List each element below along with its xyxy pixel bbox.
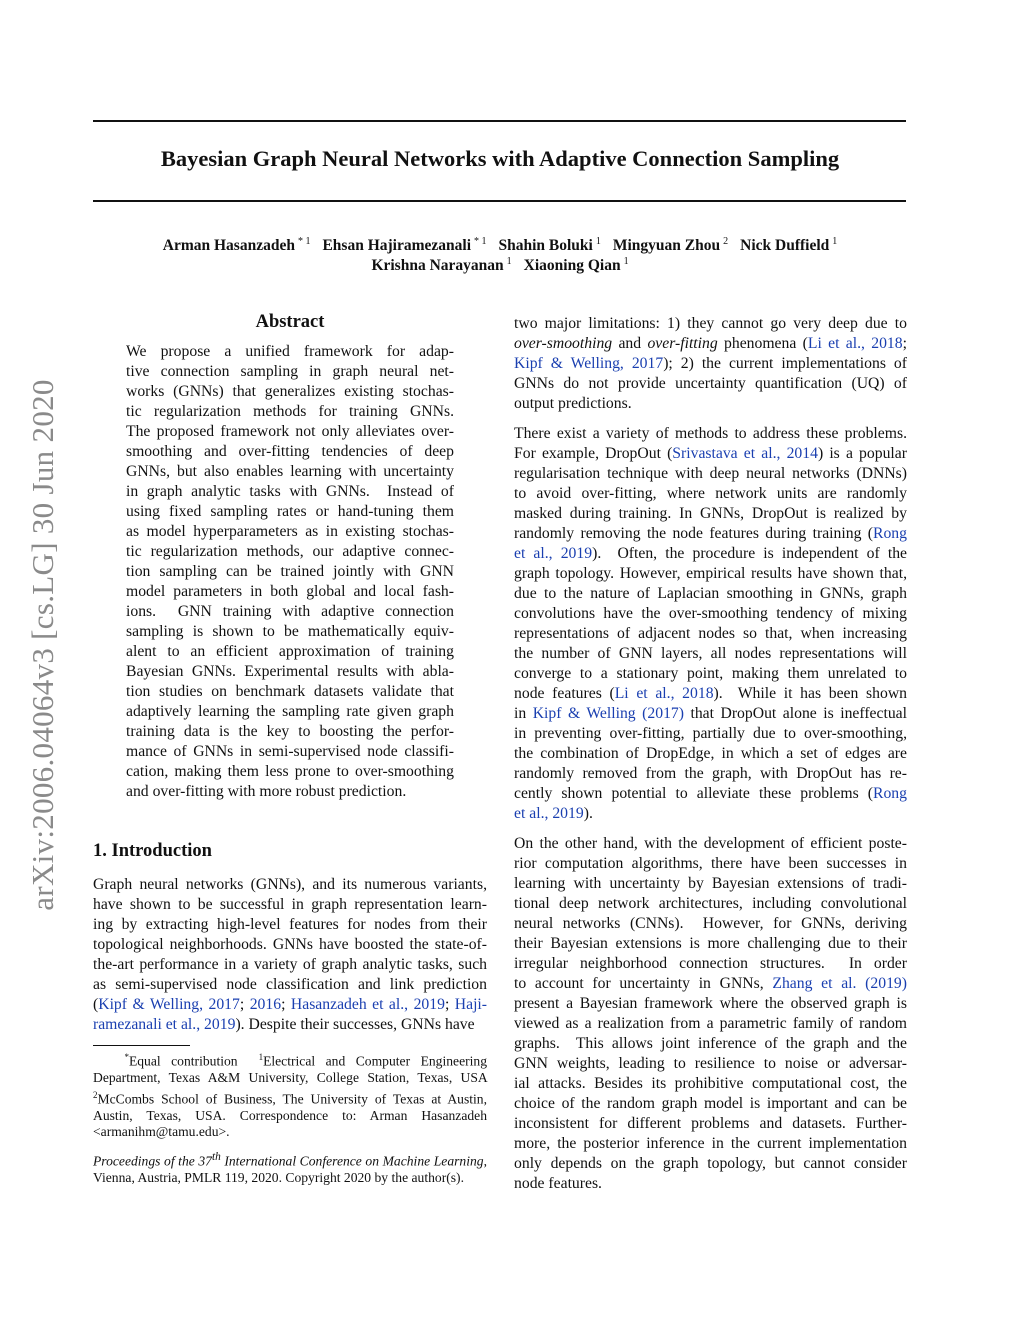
text-segment: rior computation algorithms, there have been successes in xyxy=(514,855,907,872)
text-segment: only depends on the graph topology, but cannot consider xyxy=(514,1155,907,1172)
text-line xyxy=(126,622,454,642)
citation-link[interactable]: et al., 2019 xyxy=(514,545,593,562)
title-bottom-rule xyxy=(93,200,906,202)
text-segment: ). Despite their successes, GNNs have xyxy=(235,1016,475,1033)
text-segment: graph topology. However, empirical results have shown that, xyxy=(514,565,907,582)
text-segment: tional deep network architectures, including convolutional xyxy=(514,895,907,912)
text-line xyxy=(93,975,487,995)
text-line xyxy=(126,682,454,702)
citation-link[interactable]: Kipf & Welling, 2017 xyxy=(514,355,664,372)
text-segment: randomly removed from the graph, with DropOut has re- xyxy=(514,765,907,782)
text-line xyxy=(514,1054,907,1074)
text-segment: tive connection sampling in graph neural net- xyxy=(126,363,454,380)
text-line xyxy=(93,955,487,975)
text-line xyxy=(514,424,907,444)
text-line xyxy=(126,722,454,742)
text-segment: ; xyxy=(902,335,907,352)
author xyxy=(740,237,837,254)
text-line xyxy=(126,602,454,622)
right-column-body xyxy=(514,314,907,1204)
text-line xyxy=(514,934,907,954)
text-segment: ; xyxy=(281,996,291,1013)
footnote-affiliation-2: McCombs School of Business, The University of Texas at Austin, Austin, Texas, USA. Correspondence to: Arman Hasanzadeh <armanihm@tamu.edu>. xyxy=(93,1091,487,1140)
text-segment: works (GNNs) that generalizes existing stochas- xyxy=(126,383,454,400)
abstract-heading: Abstract xyxy=(255,312,325,332)
text-line xyxy=(514,1034,907,1054)
text-line xyxy=(126,662,454,682)
text-line xyxy=(514,624,907,644)
text-segment: ; xyxy=(444,996,455,1013)
text-line xyxy=(514,644,907,664)
text-line xyxy=(514,804,907,824)
paper-title: Bayesian Graph Neural Networks with Adaptive Connection Sampling xyxy=(160,146,840,171)
text-line xyxy=(514,764,907,784)
text-line xyxy=(514,394,907,414)
text-line xyxy=(514,1094,907,1114)
footnote-mark: * xyxy=(124,1052,129,1062)
citation-link[interactable]: Haji- xyxy=(454,996,488,1013)
text-segment: ) is a popular xyxy=(817,445,907,462)
text-segment: tic regularization methods for training GNNs. xyxy=(126,403,454,420)
text-line xyxy=(126,642,454,662)
text-line xyxy=(514,874,907,894)
text-segment: ( xyxy=(93,996,99,1013)
text-line xyxy=(514,854,907,874)
text-line xyxy=(126,782,454,802)
text-line xyxy=(93,895,487,915)
text-line xyxy=(514,334,907,354)
text-segment: tic regularization methods, our adaptive connec- xyxy=(126,543,454,560)
text-segment: On the other hand, with the development of efficient poste- xyxy=(514,835,907,852)
text-segment: tion sampling can be trained jointly with GNN xyxy=(126,563,454,580)
text-segment: For example, DropOut ( xyxy=(514,445,673,462)
text-line xyxy=(514,744,907,764)
text-segment: topological neighborhoods. GNNs have boosted the state-of- xyxy=(93,936,487,953)
text-line xyxy=(126,762,454,782)
paragraph xyxy=(93,875,487,1035)
text-segment: tion studies on benchmark datasets validate that xyxy=(126,683,454,700)
author-affiliation-mark: 2 xyxy=(723,236,729,247)
citation-link[interactable]: (2019) xyxy=(865,975,907,992)
text-segment: ). While it has been shown xyxy=(713,685,907,702)
proceedings-italic: Proceedings of the 37 xyxy=(93,1153,212,1169)
author-name: Arman Hasanzadeh xyxy=(162,237,295,255)
text-segment: in graph analytic tasks with GNNs. Instead of xyxy=(126,483,454,500)
author-list-line-2 xyxy=(0,256,1000,275)
text-segment: ing by extracting high-level features for nodes from their xyxy=(93,916,487,933)
footnote xyxy=(93,1049,487,1141)
author xyxy=(499,237,601,254)
author xyxy=(163,237,311,254)
text-segment: ; xyxy=(239,996,250,1013)
text-segment: the combination of DropEdge, in which a set of edges are xyxy=(514,745,907,762)
text-segment: choice of the random graph model is important and can be xyxy=(514,1095,907,1112)
author xyxy=(524,257,629,274)
text-line xyxy=(514,1174,907,1194)
text-segment: have shown to be successful in graph representation learn- xyxy=(93,896,487,913)
text-segment: training data is the key to boosting the perfor- xyxy=(126,723,454,740)
text-line xyxy=(514,994,907,1014)
text-segment: in preventing over-fitting, partially due to over-smoothing, xyxy=(514,725,907,742)
text-line xyxy=(514,314,907,334)
paragraph xyxy=(514,314,907,414)
text-segment: to account for uncertainty in GNNs, xyxy=(514,975,773,992)
citation-link[interactable]: et al., 2019 xyxy=(514,805,584,822)
citation-link[interactable]: 2016 xyxy=(249,996,282,1013)
text-line xyxy=(93,875,487,895)
text-segment: mance of GNNs in semi-supervised node classifi- xyxy=(126,743,454,760)
text-line xyxy=(514,1014,907,1034)
text-segment: smoothing and over-fitting tendencies of deep xyxy=(126,443,454,460)
text-segment: that DropOut alone is ineffectual xyxy=(683,705,907,722)
citation-link[interactable]: Rong xyxy=(873,525,907,542)
text-line xyxy=(514,524,907,544)
text-segment: inconsistent for different problems and datasets. Further- xyxy=(514,1115,907,1132)
text-line xyxy=(126,522,454,542)
author-affiliation-mark: * 1 xyxy=(297,236,311,247)
text-line xyxy=(126,422,454,442)
text-line xyxy=(93,1015,487,1035)
author-name: Krishna Narayanan xyxy=(371,257,504,275)
text-line xyxy=(93,995,487,1015)
text-line xyxy=(126,402,454,422)
text-segment: due to the nature of Laplacian smoothing in GNNs, graph xyxy=(514,585,907,602)
text-segment: phenomena ( xyxy=(717,335,808,352)
footnote-equal-contribution: Equal contribution xyxy=(128,1053,238,1069)
text-line xyxy=(514,464,907,484)
text-segment: sampling is shown to be mathematically equiv- xyxy=(126,623,454,640)
text-segment: GNNs do not provide uncertainty quantification (UQ) of xyxy=(514,375,907,392)
text-segment: ions. GNN training with adaptive connection xyxy=(126,603,454,620)
citation-link[interactable]: Kipf & Welling xyxy=(532,705,636,722)
text-segment: converge to a stationary point, making them unrelated to xyxy=(514,665,907,682)
text-line xyxy=(514,914,907,934)
proceedings-sup: th xyxy=(211,1151,221,1163)
author-name: Mingyuan Zhou xyxy=(612,237,721,255)
proceedings-italic: International Conference on Machine Learning xyxy=(220,1153,484,1169)
emphasis-text: over-smoothing xyxy=(514,335,613,352)
text-line xyxy=(514,584,907,604)
text-segment: node features ( xyxy=(514,685,615,702)
proceedings-text: , Vienna, Austria, PMLR 119, 2020. Copyright 2020 by the author(s). xyxy=(93,1153,487,1186)
author-affiliation-mark: 1 xyxy=(595,236,601,247)
text-segment: masked during training. In GNNs, DropOut is realized by xyxy=(514,505,907,522)
introduction-body xyxy=(93,875,487,1045)
text-segment: representations of adjacent nodes so that, when increasing xyxy=(514,625,907,642)
text-line xyxy=(514,564,907,584)
text-line xyxy=(514,664,907,684)
citation-link[interactable]: Li et al., 2018 xyxy=(614,685,714,702)
citation-link[interactable]: Kipf & Welling, 2017 xyxy=(98,996,240,1013)
text-segment: regularisation technique with deep neural networks (DNNs) xyxy=(514,465,907,482)
text-line xyxy=(126,502,454,522)
text-segment: Bayesian GNNs. Experimental results with abla- xyxy=(126,663,454,680)
text-line xyxy=(514,484,907,504)
text-segment: to avoid over-fitting, where network units are randomly xyxy=(514,485,907,502)
text-segment: randomly removing the node features during training ( xyxy=(514,525,873,542)
text-segment: We propose a unified framework for adap- xyxy=(126,343,454,360)
text-line xyxy=(93,935,487,955)
text-line xyxy=(126,582,454,602)
text-segment: cently shown potential to alleviate these problems ( xyxy=(514,785,873,802)
text-segment: the number of GNN layers, all nodes representations will xyxy=(514,645,907,662)
paragraph xyxy=(514,424,907,824)
citation-link[interactable]: (2017) xyxy=(642,705,684,722)
emphasis-text: over-fitting xyxy=(647,335,718,352)
text-segment: graphs. This allows joint inference of the graph and the xyxy=(514,1035,907,1052)
text-line xyxy=(514,604,907,624)
title-top-rule xyxy=(93,120,906,122)
author-affiliation-mark: 1 xyxy=(506,256,512,267)
text-line xyxy=(126,342,454,362)
text-line xyxy=(514,954,907,974)
abstract-body xyxy=(126,342,454,812)
text-segment: learning with uncertainty by Bayesian extensions of tradi- xyxy=(514,875,907,892)
text-line xyxy=(514,374,907,394)
text-line xyxy=(514,354,907,374)
author-affiliation-mark: 1 xyxy=(623,256,629,267)
text-line xyxy=(93,915,487,935)
text-segment: node features. xyxy=(514,1175,602,1192)
text-segment: irregular neighborhood connection structures. In order xyxy=(514,955,907,972)
footnote-rule xyxy=(93,1045,190,1046)
author-name: Nick Duffield xyxy=(740,237,830,255)
text-segment: using fixed sampling rates or hand-tuning them xyxy=(126,503,454,520)
text-segment: more, the posterior inference in the current implementation xyxy=(514,1135,907,1152)
footnote-mark: 2 xyxy=(93,1089,98,1100)
author xyxy=(322,237,486,254)
text-line xyxy=(514,1134,907,1154)
text-segment: There exist a variety of methods to address these problems. xyxy=(514,425,907,442)
text-line xyxy=(514,444,907,464)
text-segment: ). Often, the procedure is independent of the xyxy=(592,545,907,562)
text-segment: output predictions. xyxy=(514,395,632,412)
text-line xyxy=(126,542,454,562)
author-name: Xiaoning Qian xyxy=(523,257,621,275)
author-name: Ehsan Hajiramezanali xyxy=(322,237,471,255)
text-line xyxy=(126,742,454,762)
text-line xyxy=(514,504,907,524)
footnote-affiliation-1: Electrical and Computer Engineering Department, Texas A&M University, College Station, Texas, USA xyxy=(93,1053,488,1086)
text-segment: cation, making them less prone to over-smoothing xyxy=(126,763,454,780)
text-line xyxy=(514,1074,907,1094)
text-segment: as model hyperparameters as in existing stochas- xyxy=(126,523,454,540)
text-segment: GNN weights, leading to resilience to noise or adversar- xyxy=(514,1055,907,1072)
text-segment: in xyxy=(514,705,533,722)
text-segment: alent to an efficient approximation of training xyxy=(126,643,454,660)
citation-link[interactable]: ramezanali et al., 2019 xyxy=(93,1016,236,1033)
text-line xyxy=(126,442,454,462)
text-segment: ial attacks. Besides its prohibitive computational cost, the xyxy=(514,1075,907,1092)
text-line xyxy=(514,834,907,854)
text-segment xyxy=(856,975,865,992)
citation-link[interactable]: Li et al., 2018 xyxy=(807,335,903,352)
text-segment: The proposed framework not only alleviates over- xyxy=(126,423,454,440)
text-line xyxy=(514,974,907,994)
text-line xyxy=(514,704,907,724)
text-segment: present a Bayesian framework where the observed graph is xyxy=(514,995,907,1012)
text-segment: ); 2) the current implementations of xyxy=(663,355,907,372)
author-affiliation-mark: * 1 xyxy=(474,236,487,247)
text-segment: and over-fitting with more robust prediction. xyxy=(126,783,407,800)
text-line xyxy=(514,894,907,914)
text-line xyxy=(126,702,454,722)
text-segment: and xyxy=(612,335,648,352)
text-segment: as semi-supervised node classification and link prediction xyxy=(93,976,487,993)
text-segment: viewed as a realization from a parametric family of random xyxy=(514,1015,907,1032)
text-segment: GNNs, but also enables learning with uncertainty xyxy=(126,463,454,480)
footnote-mark: 1 xyxy=(258,1052,264,1062)
paragraph xyxy=(514,834,907,1194)
proceedings-note xyxy=(93,1149,487,1187)
text-line xyxy=(514,1114,907,1134)
text-segment: neural networks (CNNs). However, for GNNs, deriving xyxy=(514,915,907,932)
citation-link[interactable]: Hasanzadeh et al., 2019 xyxy=(290,996,445,1013)
text-segment: adaptively learning the sampling rate given graph xyxy=(126,703,454,720)
text-segment: convolutions have the over-smoothing tendency of mixing xyxy=(514,605,907,622)
text-segment: their Bayesian extensions is more challenging due to their xyxy=(514,935,907,952)
paragraph xyxy=(126,342,454,802)
text-line xyxy=(514,1154,907,1174)
text-line xyxy=(126,362,454,382)
citation-link[interactable]: Rong xyxy=(873,785,907,802)
citation-link[interactable]: Zhang et al. xyxy=(772,975,857,992)
text-line xyxy=(514,684,907,704)
text-segment: the-art performance in a variety of graph analytic tasks, such xyxy=(93,956,487,973)
author-affiliation-mark: 1 xyxy=(832,236,838,247)
author-name: Shahin Boluki xyxy=(498,237,593,255)
text-segment: two major limitations: 1) they cannot go very deep due to xyxy=(514,315,907,332)
text-line xyxy=(514,544,907,564)
introduction-heading: 1. Introduction xyxy=(93,841,212,861)
text-line xyxy=(126,462,454,482)
text-segment: ). xyxy=(583,805,593,822)
text-line xyxy=(126,482,454,502)
text-line xyxy=(514,724,907,744)
text-line xyxy=(126,382,454,402)
author xyxy=(371,257,511,274)
text-line xyxy=(126,562,454,582)
text-segment: model parameters in both global and local fash- xyxy=(126,583,454,600)
text-line xyxy=(514,784,907,804)
arxiv-identifier: arXiv:2006.04064v3 [cs.LG] 30 Jun 2020 xyxy=(25,379,60,911)
author-list-line-1 xyxy=(0,236,1000,255)
author xyxy=(613,237,728,254)
text-segment: Graph neural networks (GNNs), and its numerous variants, xyxy=(93,876,487,893)
citation-link[interactable]: Srivastava et al., 2014 xyxy=(672,445,818,462)
